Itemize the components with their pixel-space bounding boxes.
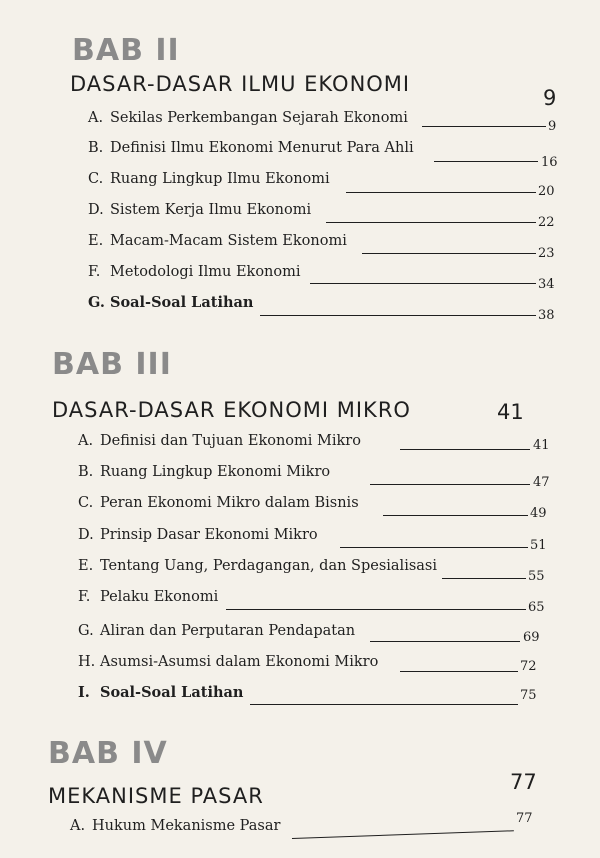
entry-letter: I.	[78, 684, 90, 701]
toc-entry[interactable]	[78, 552, 558, 584]
entry-text: Ruang Lingkup Ekonomi Mikro	[100, 464, 331, 480]
entry-letter: A.	[88, 110, 104, 126]
entry-page-number: 47	[533, 475, 550, 490]
entry-text: Ruang Lingkup Ilmu Ekonomi	[110, 171, 330, 187]
toc-entry[interactable]	[78, 458, 558, 490]
chapter-page-number: 41	[497, 400, 524, 424]
entry-letter: G.	[78, 623, 94, 639]
entry-page-number: 49	[530, 506, 547, 521]
toc-entry[interactable]	[78, 489, 558, 521]
entry-letter: E.	[88, 233, 104, 249]
entry-page-number: 23	[538, 246, 555, 261]
entry-letter: A.	[78, 433, 94, 449]
entry-page-number: 55	[528, 569, 545, 584]
chapter-label: BAB II	[72, 33, 180, 68]
entry-letter: D.	[78, 527, 94, 543]
dotted-leader	[310, 283, 536, 284]
entry-page-number: 75	[520, 688, 537, 703]
entry-page-number: 77	[516, 811, 533, 826]
entry-text: Aliran dan Perputaran Pendapatan	[100, 623, 356, 639]
entry-text: Tentang Uang, Perdagangan, dan Spesialisasi	[100, 558, 437, 574]
entry-text: Macam-Macam Sistem Ekonomi	[110, 233, 347, 249]
dotted-leader	[340, 547, 528, 548]
dotted-leader	[326, 222, 536, 223]
entry-text: Hukum Mekanisme Pasar	[92, 818, 281, 834]
entry-page-number: 72	[520, 659, 537, 674]
entry-page-number: 9	[548, 119, 557, 134]
chapter-title: MEKANISME PASAR	[48, 784, 264, 808]
entry-text: Peran Ekonomi Mikro dalam Bisnis	[100, 495, 359, 511]
entry-page-number: 65	[528, 600, 545, 615]
dotted-leader	[250, 704, 518, 705]
dotted-leader	[260, 315, 536, 316]
dotted-leader	[346, 192, 536, 193]
entry-text: Soal-Soal Latihan	[100, 684, 244, 701]
dotted-leader	[370, 484, 530, 485]
entry-text: Metodologi Ilmu Ekonomi	[110, 264, 301, 280]
entry-letter: H.	[78, 654, 96, 670]
entry-letter: E.	[78, 558, 94, 574]
entry-text: Asumsi-Asumsi dalam Ekonomi Mikro	[100, 654, 379, 670]
entry-text: Pelaku Ekonomi	[100, 589, 219, 605]
toc-entry[interactable]	[78, 617, 558, 643]
toc-entry[interactable]	[78, 648, 558, 674]
toc-entry[interactable]	[88, 165, 558, 199]
chapter-title: DASAR-DASAR ILMU EKONOMI	[70, 72, 411, 96]
entry-letter: B.	[78, 464, 94, 480]
entry-page-number: 22	[538, 215, 555, 230]
chapter-label: BAB IV	[48, 736, 168, 771]
entry-page-number: 38	[538, 308, 555, 323]
dotted-leader	[400, 449, 530, 450]
entry-letter: F.	[88, 264, 101, 280]
toc-entry[interactable]	[78, 679, 558, 705]
entry-text: Definisi Ilmu Ekonomi Menurut Para Ahli	[110, 140, 414, 156]
toc-entry[interactable]	[88, 134, 558, 170]
dotted-leader	[370, 641, 520, 642]
dotted-leader	[442, 578, 526, 579]
entry-page-number: 34	[538, 277, 555, 292]
chapter-title: DASAR-DASAR EKONOMI MIKRO	[52, 398, 411, 422]
entry-page-number: 69	[523, 630, 540, 645]
toc-entry[interactable]	[78, 427, 558, 453]
entry-text: Definisi dan Tujuan Ekonomi Mikro	[100, 433, 361, 449]
toc-entry[interactable]	[70, 812, 540, 838]
toc-entry[interactable]	[88, 289, 558, 323]
entry-letter: A.	[70, 818, 86, 834]
toc-entry[interactable]	[88, 196, 558, 230]
chapter-page-number: 9	[543, 86, 557, 110]
entry-letter: F.	[78, 589, 91, 605]
entry-page-number: 41	[533, 438, 550, 453]
chapter-page-number: 77	[510, 770, 537, 794]
entry-page-number: 51	[530, 538, 547, 553]
entry-text: Sistem Kerja Ilmu Ekonomi	[110, 202, 312, 218]
entry-letter: D.	[88, 202, 104, 218]
dotted-leader	[434, 161, 538, 162]
entry-text: Soal-Soal Latihan	[110, 294, 254, 311]
toc-entry[interactable]	[88, 258, 558, 292]
dotted-leader	[400, 671, 518, 672]
dotted-leader	[226, 609, 526, 610]
entry-text: Sekilas Perkembangan Sejarah Ekonomi	[110, 110, 408, 126]
chapter-label: BAB III	[52, 347, 172, 382]
toc-entry[interactable]	[78, 583, 558, 615]
entry-letter: C.	[88, 171, 104, 187]
dotted-leader	[383, 515, 528, 516]
dotted-leader	[362, 253, 536, 254]
entry-page-number: 16	[541, 155, 558, 170]
entry-letter: B.	[88, 140, 104, 156]
entry-page-number: 20	[538, 184, 555, 199]
toc-entry[interactable]	[88, 104, 558, 134]
toc-entry[interactable]	[88, 227, 558, 261]
toc-entry[interactable]	[78, 521, 558, 553]
dotted-leader	[292, 830, 514, 839]
entry-text: Prinsip Dasar Ekonomi Mikro	[100, 527, 318, 543]
entry-letter: G.	[88, 294, 105, 311]
entry-letter: C.	[78, 495, 94, 511]
dotted-leader	[422, 126, 546, 127]
